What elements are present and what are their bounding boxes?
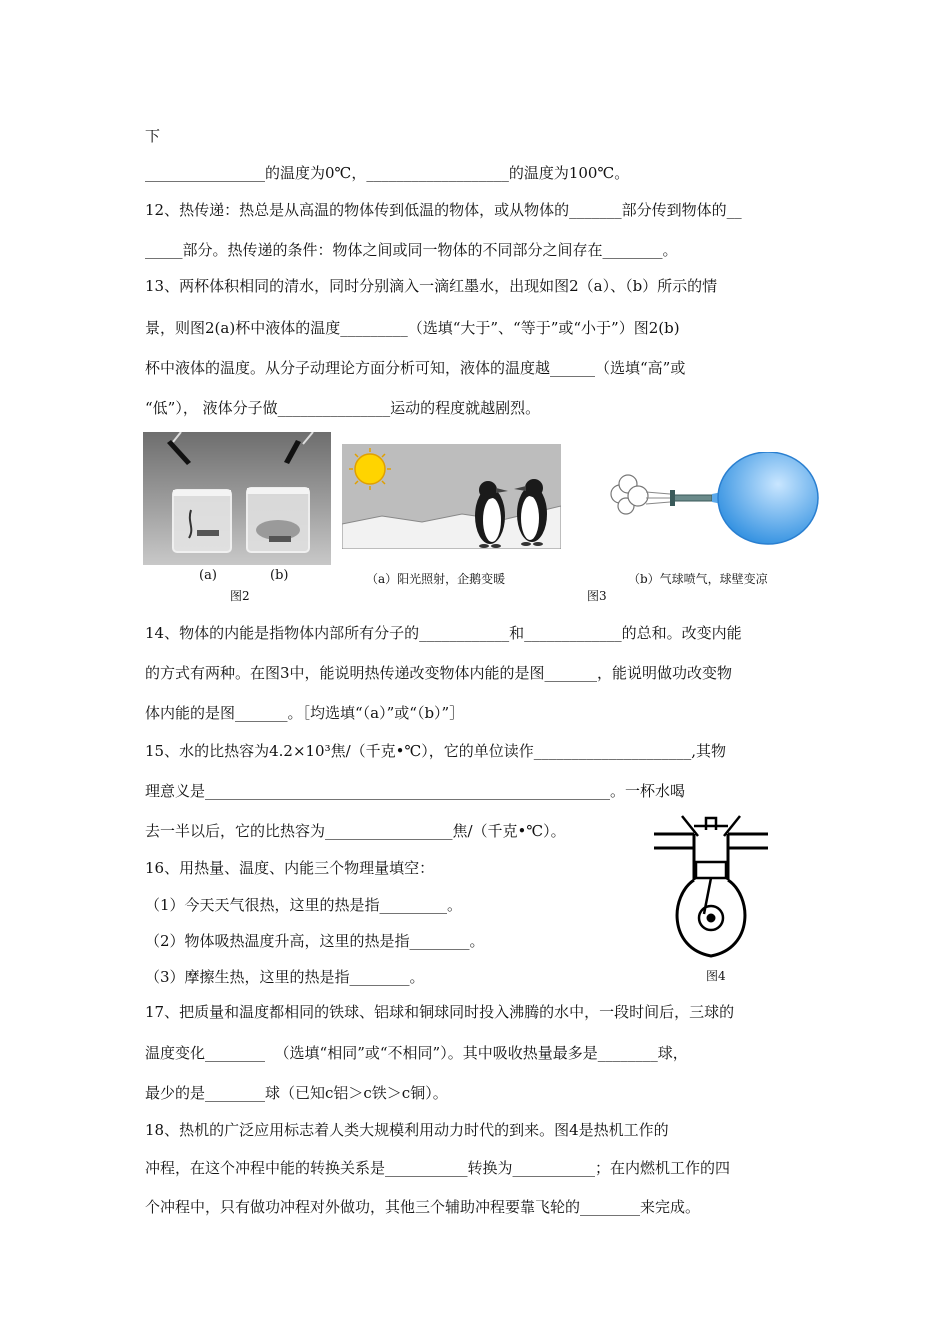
fig2-label: 图2 [230, 589, 250, 603]
text-line-5: 13、两杯体积相同的清水，同时分别滴入一滴红墨水，出现如图2（a）、（b）所示的情 [145, 277, 718, 295]
text-line-21: 最少的是________球（已知c铝＞c铁＞c铜）。 [145, 1084, 448, 1102]
air-puff-icon [611, 475, 648, 514]
text-line-22: 18、热机的广泛应用标志着人类大规模利用动力时代的到来。图4是热机工作的 [145, 1121, 669, 1139]
figure-2-photo [143, 432, 331, 565]
text-line-15: 16、用热量、温度、内能三个物理量填空： [145, 859, 435, 877]
text-line-8: “低”）， 液体分子做_______________运动的程度就越剧烈。 [145, 399, 541, 417]
text-line-23: 冲程，在这个冲程中能的转换关系是___________转换为___________；在内燃机工作的四 [145, 1159, 731, 1177]
text-line-10: 的方式有两种。在图3中，能说明热传递改变物体内能的是图_______，能说明做功改变物 [145, 664, 733, 682]
text-line-14: 去一半以后，它的比热容为_________________焦/（千克•℃）。 [145, 822, 566, 840]
sun-icon [349, 448, 391, 490]
figure-3a-penguins [342, 444, 561, 549]
text-line-24: 个冲程中，只有做功冲程对外做功，其他三个辅助冲程要靠飞轮的________来完成。 [145, 1198, 701, 1216]
figure-3b-balloon [604, 452, 820, 552]
text-line-1: 下 [145, 127, 161, 145]
fig2-caption-b: (b) [270, 568, 289, 583]
figure-4-engine [650, 810, 772, 962]
fig4-label: 图4 [706, 969, 726, 983]
text-line-2: ________________的温度为0℃，___________________的温度为100℃。 [145, 164, 630, 182]
text-line-16: （1）今天天气很热，这里的热是指_________。 [145, 896, 463, 914]
text-line-11: 体内能的是图_______。［均选填“（a）”或“（b）”］ [145, 704, 465, 722]
text-line-4: _____部分。热传递的条件：物体之间或同一物体的不同部分之间存在________。 [145, 241, 678, 259]
text-line-17: （2）物体吸热温度升高，这里的热是指________。 [145, 932, 485, 950]
text-line-18: （3）摩擦生热，这里的热是指________。 [145, 968, 425, 986]
fig3-caption-b: （b）气球喷气，球壁变凉 [628, 572, 768, 586]
text-line-7: 杯中液体的温度。从分子动理论方面分析可知，液体的温度越______（选填“高”或 [145, 359, 686, 377]
text-line-19: 17、把质量和温度都相同的铁球、铝球和铜球同时投入沸腾的水中，一段时间后，三球的 [145, 1003, 735, 1021]
text-line-9: 14、物体的内能是指物体内部所有分子的____________和_____________的总和。改变内能 [145, 624, 742, 642]
text-line-12: 15、水的比热容为4.2×10³焦/（千克•℃），它的单位读作_____________________,其物 [145, 742, 727, 760]
fig2-caption-a: (a) [199, 568, 217, 583]
balloon-icon [718, 452, 818, 544]
text-line-6: 景，则图2(a)杯中液体的温度_________（选填“大于”、“等于”或“小于”）图2(b) [145, 319, 680, 337]
text-line-20: 温度变化________ （选填“相同”或“不相同”）。其中吸收热量最多是________球， [145, 1044, 688, 1062]
fig3-label: 图3 [587, 589, 607, 603]
text-line-13: 理意义是______________________________________________________。一杯水喝 [145, 782, 686, 800]
fig3-caption-a: （a）阳光照射，企鹅变暖 [366, 572, 506, 586]
text-line-3: 12、热传递：热总是从高温的物体传到低温的物体，或从物体的_______部分传到物体的__ [145, 201, 742, 219]
